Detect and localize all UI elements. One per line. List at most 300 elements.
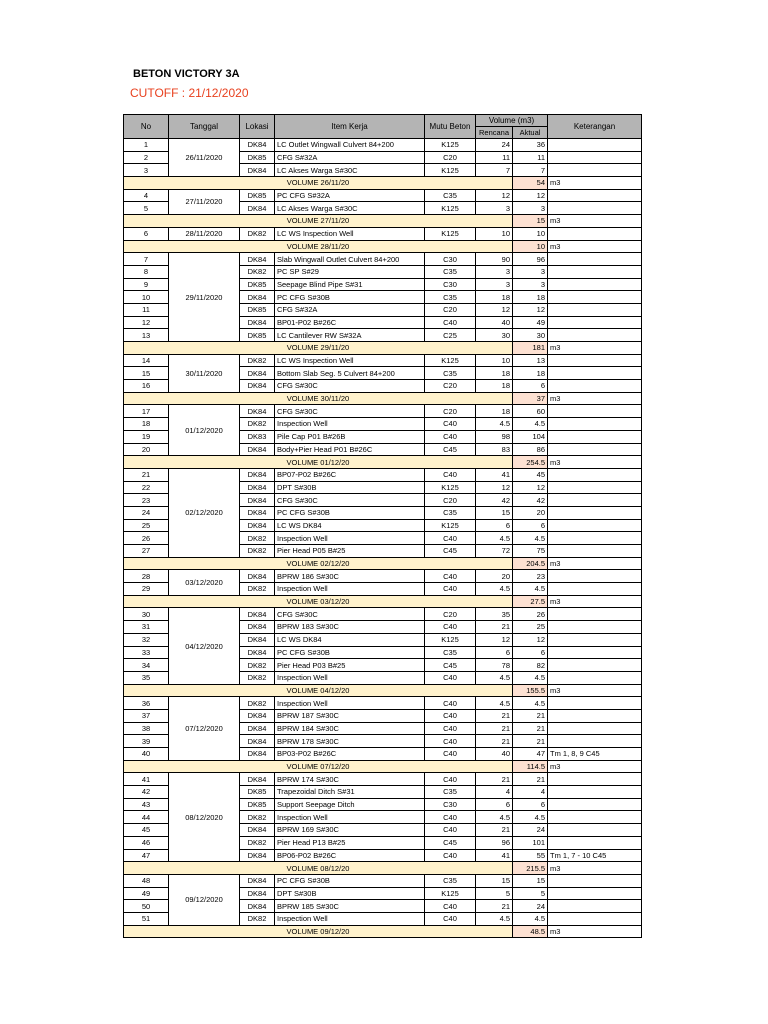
volume-subtotal-row	[124, 760, 642, 773]
cell-lokasi: DK84	[240, 887, 275, 900]
cell-mutu-beton: C40	[425, 430, 476, 443]
cell-rencana: 5	[476, 887, 513, 900]
page-title: BETON VICTORY 3A	[133, 68, 240, 80]
cell-item-kerja: LC Cantilever RW S#32A	[275, 329, 425, 342]
cell-mutu-beton: K125	[425, 227, 476, 240]
volume-unit: m3	[548, 862, 642, 875]
volume-total: 48.5	[513, 925, 548, 938]
cell-mutu-beton: C40	[425, 912, 476, 925]
cell-no: 30	[124, 608, 169, 621]
cell-item-kerja: BPRW 183 S#30C	[275, 621, 425, 634]
cell-mutu-beton: K125	[425, 164, 476, 177]
cell-mutu-beton: C40	[425, 811, 476, 824]
table-row	[124, 253, 642, 266]
cell-rencana: 98	[476, 430, 513, 443]
cell-aktual: 60	[513, 405, 548, 418]
cell-item-kerja: PC SP S#29	[275, 265, 425, 278]
cell-item-kerja: BPRW 174 S#30C	[275, 773, 425, 786]
cell-aktual: 55	[513, 849, 548, 862]
cell-keterangan	[548, 646, 642, 659]
volume-label: VOLUME 03/12/20	[124, 595, 513, 608]
volume-label: VOLUME 27/11/20	[124, 215, 513, 228]
cell-keterangan	[548, 367, 642, 380]
volume-label: VOLUME 28/11/20	[124, 240, 513, 253]
cell-no: 21	[124, 468, 169, 481]
cell-lokasi: DK84	[240, 519, 275, 532]
cell-aktual: 3	[513, 265, 548, 278]
cell-lokasi: DK84	[240, 139, 275, 152]
header-no: No	[124, 115, 169, 139]
cell-mutu-beton: C35	[425, 786, 476, 799]
volume-subtotal-row	[124, 925, 642, 938]
cell-lokasi: DK84	[240, 506, 275, 519]
cell-rencana: 20	[476, 570, 513, 583]
cell-rencana: 21	[476, 709, 513, 722]
cell-no: 49	[124, 887, 169, 900]
volume-subtotal-row	[124, 392, 642, 405]
cell-mutu-beton: C40	[425, 824, 476, 837]
cell-mutu-beton: C30	[425, 798, 476, 811]
cell-aktual: 26	[513, 608, 548, 621]
header-mutu-beton: Mutu Beton	[425, 115, 476, 139]
cell-aktual: 45	[513, 468, 548, 481]
cell-tanggal: 26/11/2020	[169, 139, 240, 177]
cell-aktual: 101	[513, 836, 548, 849]
cell-mutu-beton: C35	[425, 367, 476, 380]
cell-mutu-beton: C35	[425, 646, 476, 659]
volume-label: VOLUME 26/11/20	[124, 177, 513, 190]
cell-item-kerja: Inspection Well	[275, 912, 425, 925]
cell-rencana: 10	[476, 227, 513, 240]
cell-keterangan	[548, 189, 642, 202]
cell-item-kerja: LC Outlet Wingwall Culvert 84+200	[275, 139, 425, 152]
volume-subtotal-row	[124, 557, 642, 570]
cell-item-kerja: Inspection Well	[275, 583, 425, 596]
cell-lokasi: DK82	[240, 418, 275, 431]
cell-keterangan	[548, 506, 642, 519]
cell-item-kerja: BP03-P02 B#26C	[275, 748, 425, 761]
volume-label: VOLUME 07/12/20	[124, 760, 513, 773]
cell-keterangan	[548, 887, 642, 900]
cell-item-kerja: Inspection Well	[275, 811, 425, 824]
cell-item-kerja: PC CFG S#30B	[275, 874, 425, 887]
cell-mutu-beton: C20	[425, 151, 476, 164]
cell-keterangan	[548, 621, 642, 634]
cell-keterangan	[548, 874, 642, 887]
cell-aktual: 4	[513, 786, 548, 799]
cell-no: 29	[124, 583, 169, 596]
cell-no: 50	[124, 900, 169, 913]
cell-rencana: 10	[476, 354, 513, 367]
cell-rencana: 12	[476, 303, 513, 316]
cell-keterangan	[548, 798, 642, 811]
cell-item-kerja: PC CFG S#30B	[275, 506, 425, 519]
cell-no: 38	[124, 722, 169, 735]
cell-item-kerja: PC CFG S#30B	[275, 291, 425, 304]
volume-subtotal-row	[124, 177, 642, 190]
table-row	[124, 405, 642, 418]
cell-rencana: 3	[476, 202, 513, 215]
cell-keterangan	[548, 380, 642, 393]
cell-mutu-beton: C20	[425, 380, 476, 393]
cell-item-kerja: BP06-P02 B#26C	[275, 849, 425, 862]
cell-lokasi: DK82	[240, 659, 275, 672]
cell-keterangan	[548, 329, 642, 342]
cell-no: 2	[124, 151, 169, 164]
cell-item-kerja: BP07-P02 B#26C	[275, 468, 425, 481]
cell-item-kerja: LC WS DK84	[275, 633, 425, 646]
cell-lokasi: DK84	[240, 722, 275, 735]
cell-mutu-beton: C35	[425, 874, 476, 887]
cell-rencana: 4.5	[476, 697, 513, 710]
cell-lokasi: DK84	[240, 608, 275, 621]
cell-lokasi: DK84	[240, 874, 275, 887]
table-row	[124, 354, 642, 367]
cell-rencana: 21	[476, 824, 513, 837]
cell-lokasi: DK84	[240, 443, 275, 456]
cell-aktual: 6	[513, 380, 548, 393]
cell-mutu-beton: C45	[425, 545, 476, 558]
cell-aktual: 4.5	[513, 697, 548, 710]
cell-lokasi: DK84	[240, 773, 275, 786]
cell-item-kerja: BPRW 184 S#30C	[275, 722, 425, 735]
cell-tanggal: 03/12/2020	[169, 570, 240, 595]
cell-item-kerja: Pier Head P03 B#25	[275, 659, 425, 672]
cell-mutu-beton: C40	[425, 900, 476, 913]
cell-no: 4	[124, 189, 169, 202]
cell-lokasi: DK82	[240, 265, 275, 278]
cell-aktual: 11	[513, 151, 548, 164]
cell-rencana: 6	[476, 646, 513, 659]
cell-rencana: 12	[476, 633, 513, 646]
cell-lokasi: DK82	[240, 811, 275, 824]
cell-keterangan	[548, 836, 642, 849]
cell-item-kerja: LC Akses Warga S#30C	[275, 164, 425, 177]
cell-item-kerja: CFG S#30C	[275, 608, 425, 621]
cell-keterangan	[548, 735, 642, 748]
cell-rencana: 11	[476, 151, 513, 164]
cell-no: 1	[124, 139, 169, 152]
cell-keterangan	[548, 811, 642, 824]
cell-item-kerja: CFG S#30C	[275, 494, 425, 507]
cell-keterangan: Tm 1, 8, 9 C45	[548, 748, 642, 761]
cell-rencana: 21	[476, 773, 513, 786]
cell-aktual: 3	[513, 202, 548, 215]
cell-rencana: 78	[476, 659, 513, 672]
cell-aktual: 5	[513, 887, 548, 900]
cell-keterangan	[548, 532, 642, 545]
cell-lokasi: DK84	[240, 709, 275, 722]
cell-mutu-beton: K125	[425, 354, 476, 367]
cell-no: 12	[124, 316, 169, 329]
cell-lokasi: DK84	[240, 481, 275, 494]
cell-rencana: 21	[476, 735, 513, 748]
cell-aktual: 47	[513, 748, 548, 761]
cell-mutu-beton: K125	[425, 633, 476, 646]
cell-keterangan	[548, 405, 642, 418]
cell-keterangan	[548, 227, 642, 240]
cell-aktual: 7	[513, 164, 548, 177]
cell-item-kerja: LC WS Inspection Well	[275, 227, 425, 240]
cell-mutu-beton: C20	[425, 608, 476, 621]
cell-rencana: 18	[476, 367, 513, 380]
cell-mutu-beton: C40	[425, 735, 476, 748]
cell-keterangan	[548, 443, 642, 456]
cell-mutu-beton: K125	[425, 139, 476, 152]
cell-no: 31	[124, 621, 169, 634]
cell-tanggal: 02/12/2020	[169, 468, 240, 557]
header-item-kerja: Item Kerja	[275, 115, 425, 139]
cell-aktual: 21	[513, 709, 548, 722]
cell-no: 10	[124, 291, 169, 304]
cell-item-kerja: Body+Pier Head P01 B#26C	[275, 443, 425, 456]
header-rencana: Rencana	[476, 127, 513, 139]
cell-keterangan: Tm 1, 7 - 10 C45	[548, 849, 642, 862]
volume-label: VOLUME 29/11/20	[124, 342, 513, 355]
cell-mutu-beton: C40	[425, 570, 476, 583]
cell-aktual: 21	[513, 735, 548, 748]
cell-mutu-beton: C30	[425, 253, 476, 266]
cell-lokasi: DK82	[240, 545, 275, 558]
cell-item-kerja: Pile Cap P01 B#26B	[275, 430, 425, 443]
volume-label: VOLUME 04/12/20	[124, 684, 513, 697]
table-row	[124, 773, 642, 786]
cell-item-kerja: Inspection Well	[275, 418, 425, 431]
cell-item-kerja: Pier Head P13 B#25	[275, 836, 425, 849]
cell-lokasi: DK82	[240, 671, 275, 684]
cell-item-kerja: BPRW 186 S#30C	[275, 570, 425, 583]
cell-rencana: 3	[476, 278, 513, 291]
table-row	[124, 189, 642, 202]
cell-rencana: 40	[476, 316, 513, 329]
cell-keterangan	[548, 583, 642, 596]
cell-rencana: 4.5	[476, 418, 513, 431]
table-row	[124, 468, 642, 481]
cell-keterangan	[548, 164, 642, 177]
cell-lokasi: DK82	[240, 354, 275, 367]
cell-aktual: 42	[513, 494, 548, 507]
cell-aktual: 15	[513, 874, 548, 887]
table-row	[124, 697, 642, 710]
cell-no: 33	[124, 646, 169, 659]
cell-tanggal: 01/12/2020	[169, 405, 240, 456]
cell-lokasi: DK84	[240, 849, 275, 862]
cell-item-kerja: CFG S#32A	[275, 151, 425, 164]
cell-lokasi: DK85	[240, 303, 275, 316]
cell-aktual: 24	[513, 900, 548, 913]
cell-mutu-beton: C40	[425, 849, 476, 862]
cell-lokasi: DK84	[240, 202, 275, 215]
cell-mutu-beton: C40	[425, 671, 476, 684]
cell-aktual: 6	[513, 646, 548, 659]
cell-no: 17	[124, 405, 169, 418]
cell-lokasi: DK85	[240, 798, 275, 811]
cell-no: 48	[124, 874, 169, 887]
volume-total: 27.5	[513, 595, 548, 608]
cell-mutu-beton: K125	[425, 519, 476, 532]
header-volume: Volume (m3)	[476, 115, 548, 127]
cell-lokasi: DK85	[240, 786, 275, 799]
cell-item-kerja: DPT S#30B	[275, 887, 425, 900]
cell-mutu-beton: C35	[425, 506, 476, 519]
cell-lokasi: DK84	[240, 735, 275, 748]
table-row	[124, 570, 642, 583]
header-tanggal: Tanggal	[169, 115, 240, 139]
cell-lokasi: DK84	[240, 900, 275, 913]
cell-item-kerja: Inspection Well	[275, 697, 425, 710]
cell-mutu-beton: C40	[425, 722, 476, 735]
cell-mutu-beton: C20	[425, 494, 476, 507]
volume-unit: m3	[548, 760, 642, 773]
cell-tanggal: 29/11/2020	[169, 253, 240, 342]
cell-keterangan	[548, 697, 642, 710]
cell-mutu-beton: C40	[425, 773, 476, 786]
cell-aktual: 12	[513, 303, 548, 316]
cell-keterangan	[548, 773, 642, 786]
cell-item-kerja: LC Akses Warga S#30C	[275, 202, 425, 215]
cell-mutu-beton: C40	[425, 748, 476, 761]
cell-no: 23	[124, 494, 169, 507]
cell-mutu-beton: C40	[425, 532, 476, 545]
cell-lokasi: DK84	[240, 633, 275, 646]
cell-lokasi: DK84	[240, 405, 275, 418]
table-row	[124, 874, 642, 887]
cell-lokasi: DK82	[240, 227, 275, 240]
cell-keterangan	[548, 900, 642, 913]
cell-keterangan	[548, 570, 642, 583]
cell-mutu-beton: C20	[425, 405, 476, 418]
cell-keterangan	[548, 494, 642, 507]
cell-aktual: 3	[513, 278, 548, 291]
cell-aktual: 12	[513, 633, 548, 646]
volume-subtotal-row	[124, 456, 642, 469]
cell-no: 32	[124, 633, 169, 646]
cell-item-kerja: PC CFG S#32A	[275, 189, 425, 202]
cell-item-kerja: PC CFG S#30B	[275, 646, 425, 659]
cell-item-kerja: BPRW 169 S#30C	[275, 824, 425, 837]
cell-rencana: 15	[476, 506, 513, 519]
cell-rencana: 12	[476, 189, 513, 202]
cell-aktual: 21	[513, 722, 548, 735]
cell-aktual: 6	[513, 519, 548, 532]
cell-mutu-beton: C25	[425, 329, 476, 342]
cell-aktual: 82	[513, 659, 548, 672]
cell-rencana: 41	[476, 468, 513, 481]
cell-item-kerja: Slab Wingwall Outlet Culvert 84+200	[275, 253, 425, 266]
cell-keterangan	[548, 519, 642, 532]
cell-mutu-beton: C30	[425, 278, 476, 291]
cell-item-kerja: Bottom Slab Seg. 5 Culvert 84+200	[275, 367, 425, 380]
cell-lokasi: DK85	[240, 189, 275, 202]
cell-lokasi: DK84	[240, 824, 275, 837]
cell-item-kerja: BP01-P02 B#26C	[275, 316, 425, 329]
volume-subtotal-row	[124, 684, 642, 697]
cell-aktual: 13	[513, 354, 548, 367]
volume-label: VOLUME 09/12/20	[124, 925, 513, 938]
cell-item-kerja: CFG S#30C	[275, 405, 425, 418]
cell-rencana: 90	[476, 253, 513, 266]
cell-rencana: 83	[476, 443, 513, 456]
volume-unit: m3	[548, 456, 642, 469]
cell-aktual: 6	[513, 798, 548, 811]
cell-keterangan	[548, 430, 642, 443]
cell-keterangan	[548, 709, 642, 722]
volume-label: VOLUME 01/12/20	[124, 456, 513, 469]
cell-rencana: 3	[476, 265, 513, 278]
volume-unit: m3	[548, 215, 642, 228]
cell-aktual: 86	[513, 443, 548, 456]
cell-lokasi: DK82	[240, 912, 275, 925]
cell-keterangan	[548, 659, 642, 672]
cell-rencana: 40	[476, 748, 513, 761]
cell-no: 47	[124, 849, 169, 862]
cell-rencana: 30	[476, 329, 513, 342]
cell-mutu-beton: C40	[425, 621, 476, 634]
cell-rencana: 35	[476, 608, 513, 621]
volume-total: 10	[513, 240, 548, 253]
cell-rencana: 6	[476, 519, 513, 532]
cell-no: 42	[124, 786, 169, 799]
cell-keterangan	[548, 633, 642, 646]
cell-rencana: 4	[476, 786, 513, 799]
cell-item-kerja: CFG S#32A	[275, 303, 425, 316]
volume-subtotal-row	[124, 595, 642, 608]
cell-mutu-beton: C40	[425, 468, 476, 481]
cell-aktual: 21	[513, 773, 548, 786]
volume-unit: m3	[548, 595, 642, 608]
cell-tanggal: 09/12/2020	[169, 874, 240, 925]
cell-lokasi: DK84	[240, 253, 275, 266]
cell-mutu-beton: C35	[425, 189, 476, 202]
cell-no: 7	[124, 253, 169, 266]
cell-keterangan	[548, 608, 642, 621]
cell-lokasi: DK84	[240, 468, 275, 481]
volume-label: VOLUME 08/12/20	[124, 862, 513, 875]
cell-item-kerja: LC WS Inspection Well	[275, 354, 425, 367]
volume-unit: m3	[548, 392, 642, 405]
cell-tanggal: 28/11/2020	[169, 227, 240, 240]
cell-tanggal: 07/12/2020	[169, 697, 240, 760]
cell-rencana: 42	[476, 494, 513, 507]
cell-aktual: 49	[513, 316, 548, 329]
cell-rencana: 15	[476, 874, 513, 887]
cell-no: 40	[124, 748, 169, 761]
cell-keterangan	[548, 786, 642, 799]
cell-no: 11	[124, 303, 169, 316]
volume-subtotal-row	[124, 862, 642, 875]
cell-aktual: 23	[513, 570, 548, 583]
cell-aktual: 10	[513, 227, 548, 240]
cell-aktual: 96	[513, 253, 548, 266]
cell-aktual: 36	[513, 139, 548, 152]
cell-no: 35	[124, 671, 169, 684]
cell-no: 13	[124, 329, 169, 342]
cell-aktual: 25	[513, 621, 548, 634]
cell-rencana: 4.5	[476, 811, 513, 824]
cell-rencana: 96	[476, 836, 513, 849]
cell-rencana: 21	[476, 621, 513, 634]
volume-unit: m3	[548, 925, 642, 938]
cell-aktual: 18	[513, 291, 548, 304]
cell-lokasi: DK85	[240, 329, 275, 342]
cutoff-date: CUTOFF : 21/12/2020	[130, 86, 249, 100]
cell-keterangan	[548, 278, 642, 291]
cell-lokasi: DK84	[240, 291, 275, 304]
cell-no: 45	[124, 824, 169, 837]
cell-rencana: 21	[476, 900, 513, 913]
cell-rencana: 21	[476, 722, 513, 735]
cell-aktual: 24	[513, 824, 548, 837]
